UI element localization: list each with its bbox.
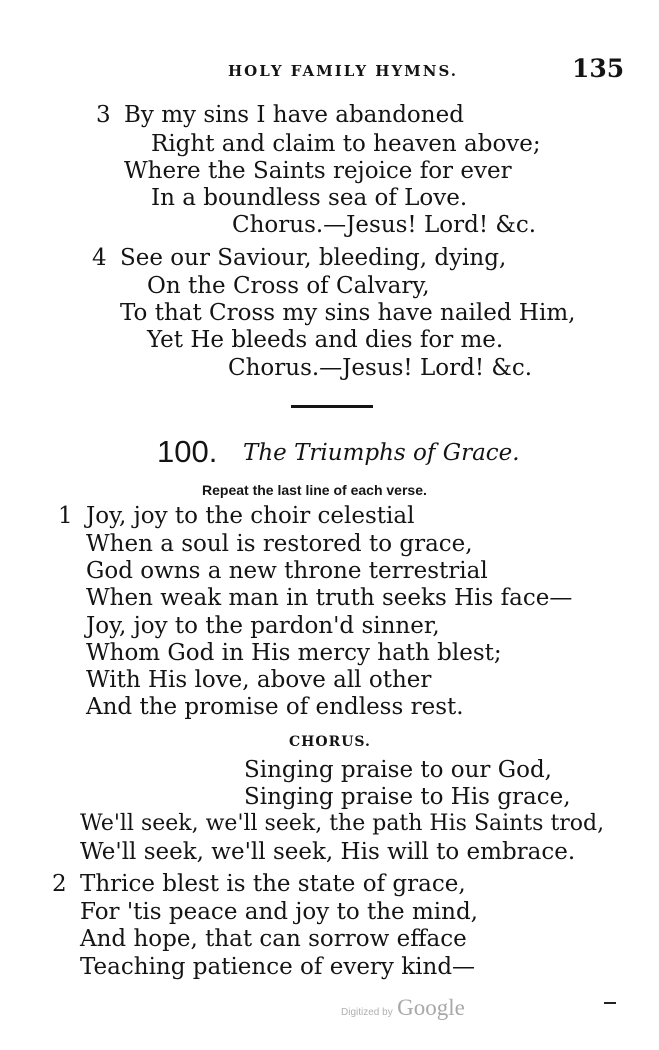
- verse-line: And the promise of endless rest.: [86, 694, 464, 720]
- verse-line: Where the Saints rejoice for ever: [124, 158, 512, 184]
- verse-line: To that Cross my sins have nailed Him,: [120, 300, 576, 326]
- section-divider: [291, 405, 373, 408]
- verse-line: And hope, that can sorrow efface: [80, 926, 467, 952]
- verse-line: Whom God in His mercy hath blest;: [86, 640, 502, 666]
- verse-number: 1: [58, 503, 73, 529]
- verse-line: By my sins I have abandoned: [124, 102, 464, 128]
- digitized-watermark: [341, 995, 465, 1021]
- verse-line: In a boundless sea of Love.: [151, 185, 468, 211]
- verse-line: Thrice blest is the state of grace,: [80, 871, 466, 897]
- verse-line: When weak man in truth seeks His face—: [86, 585, 573, 611]
- verse-line: Teaching patience of every kind—: [80, 954, 476, 980]
- verse-number: 4: [92, 245, 107, 271]
- digitized-prefix: Digitized by: [341, 1007, 393, 1018]
- verse-line: Joy, joy to the choir celestial: [86, 503, 415, 529]
- verse-line: With His love, above all other: [86, 667, 432, 693]
- google-logo: Google: [397, 995, 465, 1020]
- chorus-reference: Chorus.—Jesus! Lord! &c.: [232, 212, 537, 238]
- verse-line: For 'tis peace and joy to the mind,: [80, 899, 478, 925]
- verse-line: On the Cross of Calvary,: [147, 273, 430, 299]
- verse-line: Right and claim to heaven above;: [151, 131, 541, 157]
- verse-line: God owns a new throne terrestrial: [86, 558, 488, 584]
- chorus-line: We'll seek, we'll seek, the path His Saints trod,: [80, 811, 605, 836]
- running-head: HOLY FAMILY HYMNS.: [228, 62, 459, 80]
- hymn-number: 100.: [157, 434, 218, 469]
- verse-line: See our Saviour, bleeding, dying,: [120, 245, 507, 271]
- performance-instruction: Repeat the last line of each verse.: [202, 482, 427, 498]
- chorus-line: We'll seek, we'll seek, His will to embrace.: [80, 839, 576, 865]
- verse-number: 2: [52, 871, 67, 897]
- chorus-line: Singing praise to our God,: [244, 757, 552, 783]
- verse-line: Joy, joy to the pardon'd sinner,: [86, 613, 440, 639]
- verse-line: Yet He bleeds and dies for me.: [147, 327, 504, 353]
- chorus-label: CHORUS.: [289, 734, 371, 750]
- margin-mark: [604, 1002, 616, 1004]
- hymn-title: The Triumphs of Grace.: [243, 440, 520, 466]
- chorus-line: Singing praise to His grace,: [244, 784, 571, 810]
- verse-line: When a soul is restored to grace,: [86, 531, 473, 557]
- page-number: 135: [572, 54, 625, 83]
- chorus-reference: Chorus.—Jesus! Lord! &c.: [228, 355, 533, 381]
- verse-number: 3: [96, 102, 111, 128]
